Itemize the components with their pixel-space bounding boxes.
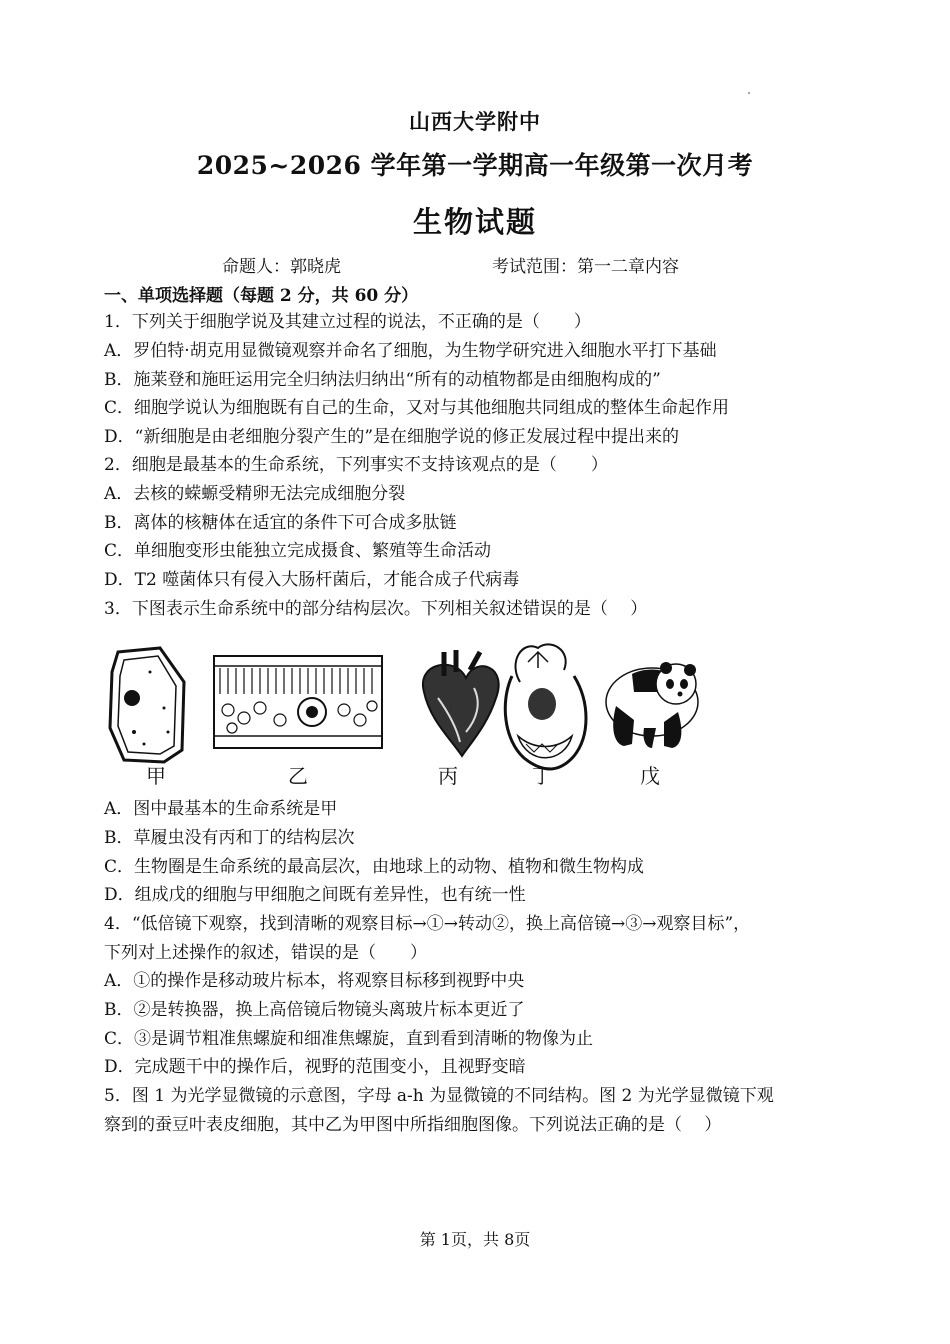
question-2-stem: 2．细胞是最基本的生命系统，下列事实不支持该观点的是（ ） xyxy=(104,455,608,475)
panda-illustration xyxy=(606,662,698,748)
figure-label-ding: 丁 xyxy=(532,764,552,788)
figure-label-yi: 乙 xyxy=(288,764,308,788)
question-1-option-d: D．“新细胞是由老细胞分裂产生的”是在细胞学说的修正发展过程中提出来的 xyxy=(104,427,680,447)
question-2-option-b: B．离体的核糖体在适宜的条件下可合成多肽链 xyxy=(104,513,457,533)
question-2-option-a: A．去核的蝾螈受精卵无法完成细胞分裂 xyxy=(104,484,406,504)
question-4-option-b: B．②是转换器，换上高倍镜后物镜头离玻片标本更近了 xyxy=(104,1000,525,1020)
question-3-option-a: A．图中最基本的生命系统是甲 xyxy=(104,799,338,819)
question-4-stem-line-2: 下列对上述操作的叙述，错误的是（ ） xyxy=(104,943,427,963)
question-4-option-c: C．③是调节粗准焦螺旋和细准焦螺旋，直到看到清晰的物像为止 xyxy=(104,1029,594,1049)
school-name: 山西大学附中 xyxy=(409,109,541,134)
plant-cell-illustration xyxy=(110,648,184,762)
question-3-option-c: C．生物圈是生命系统的最高层次，由地球上的动物、植物和微生物构成 xyxy=(104,857,645,877)
question-4-option-d: D．完成题干中的操作后，视野的范围变小，且视野变暗 xyxy=(104,1057,526,1077)
question-4-option-a: A．①的操作是移动玻片标本，将观察目标移到视野中央 xyxy=(104,971,525,991)
section-title: 一、单项选择题（每题 2 分，共 60 分） xyxy=(104,286,419,306)
question-1-stem: 1．下列关于细胞学说及其建立过程的说法，不正确的是（ ） xyxy=(104,312,591,332)
subject-title: 生物试题 xyxy=(412,205,537,239)
question-3-option-d: D．组成戊的细胞与甲细胞之间既有差异性，也有统一性 xyxy=(104,885,526,905)
figure-label-bing: 丙 xyxy=(438,764,458,788)
question-1-option-a: A．罗伯特·胡克用显微镜观察并命名了细胞，为生物学研究进入细胞水平打下基础 xyxy=(104,341,717,361)
heart-illustration xyxy=(423,650,499,756)
question-1-option-c: C．细胞学说认为细胞既有自己的生命，又对与其他细胞共同组成的整体生命起作用 xyxy=(104,398,730,418)
circulatory-system-illustration xyxy=(505,644,586,769)
figure-label-jia: 甲 xyxy=(146,764,166,788)
question-5-stem-line-1: 5．图 1 为光学显微镜的示意图，字母 a-h 为显微镜的不同结构。图 2 为光学显微镜下观 xyxy=(104,1086,774,1106)
question-4-stem-line-1: 4．“低倍镜下观察，找到清晰的观察目标→①→转动②，换上高倍镜→③→观察目标”， xyxy=(104,914,751,934)
figure-label-wu: 戊 xyxy=(640,764,660,788)
scan-speck xyxy=(748,92,750,94)
scope-line: 考试范围：第一二章内容 xyxy=(492,257,679,277)
question-1-option-b: B．施莱登和施旺运用完全归纳法归纳出“所有的动植物都是由细胞构成的” xyxy=(104,370,661,390)
life-system-levels-figure xyxy=(104,632,704,794)
question-3-stem: 3．下图表示生命系统中的部分结构层次。下列相关叙述错误的是（ ） xyxy=(104,599,648,619)
question-2-option-d: D．T2 噬菌体只有侵入大肠杆菌后，才能合成子代病毒 xyxy=(104,570,520,590)
page-footer: 第 1页，共 8页 xyxy=(419,1230,531,1249)
question-5-stem-line-2: 察到的蚕豆叶表皮细胞，其中乙为甲图中所指细胞图像。下列说法正确的是（ ） xyxy=(104,1115,722,1135)
question-2-option-c: C．单细胞变形虫能独立完成摄食、繁殖等生命活动 xyxy=(104,541,492,561)
exam-title: 2025~2026 学年第一学期高一年级第一次月考 xyxy=(196,151,754,180)
leaf-tissue-illustration xyxy=(214,656,382,748)
author-line: 命题人：郭晓虎 xyxy=(222,257,341,277)
question-3-option-b: B．草履虫没有丙和丁的结构层次 xyxy=(104,828,355,848)
